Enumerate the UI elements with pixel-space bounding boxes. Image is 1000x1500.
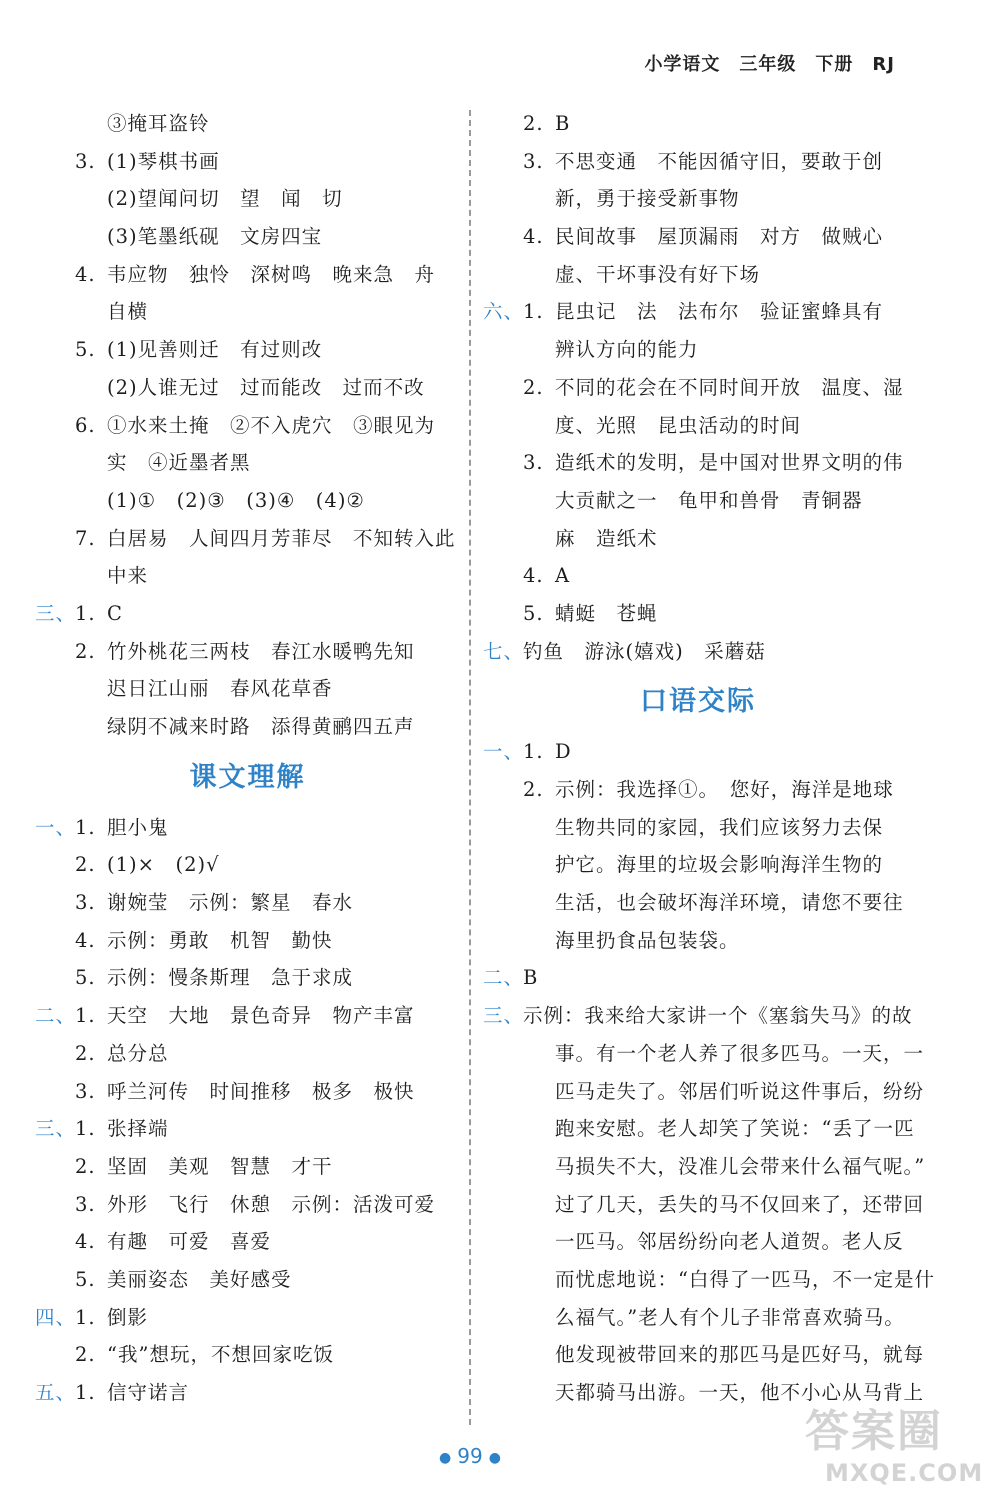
answer-line <box>483 1035 925 1073</box>
section-heading: 课文理解 <box>189 761 306 793</box>
answer-text: 绿阴不减来时路 添得黄鹂四五声 <box>107 715 415 738</box>
answer-text: (1)× (2)√ <box>107 853 220 877</box>
answer-text: 张择端 <box>107 1117 169 1141</box>
question-number: 2. <box>75 639 96 663</box>
answer-line <box>35 997 460 1035</box>
question-number: 1. <box>523 740 544 764</box>
question-number: 1. <box>75 1004 96 1028</box>
answer-line <box>35 369 460 407</box>
answer-line <box>483 407 913 445</box>
answer-line <box>35 1110 460 1148</box>
answer-line <box>483 520 913 558</box>
question-number: 5. <box>523 601 544 625</box>
answer-line <box>35 595 460 633</box>
answer-line <box>483 633 913 671</box>
watermark-url: MXQE.COM <box>825 1459 984 1487</box>
answer-text: D <box>555 740 572 764</box>
answer-text: 事。有一个老人养了很多匹马。一天，一 <box>555 1041 925 1065</box>
section-marker: 二、 <box>35 1004 77 1028</box>
answer-line <box>483 143 913 181</box>
answer-text: 匹马走失了。邻居们听说这件事后，纷纷 <box>555 1079 925 1103</box>
answer-line <box>35 407 460 445</box>
answer-text: 天空 大地 景色奇异 物产丰富 <box>107 1004 415 1028</box>
answer-text: 麻 造纸术 <box>555 526 658 550</box>
answer-line <box>35 143 460 181</box>
answer-text: 一匹马。邻居纷纷向老人道贺。老人反 <box>555 1230 904 1254</box>
answer-text: 辨认方向的能力 <box>555 338 699 362</box>
answer-line <box>35 922 460 960</box>
answer-text: 生活，也会破坏海洋环境，请您不要往 <box>555 891 904 915</box>
section-marker: 二、 <box>483 966 525 990</box>
answer-text: 总分总 <box>107 1041 169 1065</box>
answer-line <box>483 1186 925 1224</box>
answer-line <box>35 180 460 218</box>
answer-text: 迟日江山丽 春风花草香 <box>107 677 333 701</box>
question-number: 5. <box>75 1267 96 1291</box>
question-number: 1. <box>75 1117 96 1141</box>
question-number: 5. <box>75 338 96 362</box>
answer-text: 而忧虑地说：“白得了一匹马，不一定是什 <box>555 1267 935 1291</box>
answer-text: 民间故事 屋顶漏雨 对方 做贼心 <box>555 225 884 249</box>
answer-line <box>483 733 913 771</box>
answer-line <box>35 1374 460 1412</box>
answer-text: 度、光照 昆虫活动的时间 <box>555 413 802 437</box>
answer-text: 新，勇于接受新事物 <box>555 187 740 211</box>
answer-text: 海里扔食品包装袋。 <box>555 928 740 952</box>
answer-line <box>483 256 913 294</box>
question-number: 1. <box>75 815 96 839</box>
answer-line <box>483 331 913 369</box>
answer-line <box>35 670 460 708</box>
question-number: 4. <box>523 225 544 249</box>
answer-text: ③掩耳盗铃 <box>107 112 210 135</box>
watermark-logo <box>805 1395 983 1487</box>
answer-line <box>483 369 913 407</box>
answer-text: A <box>555 564 571 588</box>
answer-text: 昆虫记 法 法布尔 验证蜜蜂具有 <box>555 300 884 324</box>
answer-line <box>483 1299 913 1337</box>
answer-line <box>483 293 913 331</box>
question-number: 2. <box>75 1343 96 1367</box>
answer-line <box>483 444 913 482</box>
question-number: 1. <box>523 300 544 324</box>
answer-line <box>35 633 460 671</box>
answer-line <box>483 595 913 633</box>
answer-text: 竹外桃花三两枝 春江水暖鸭先知 <box>107 639 415 663</box>
answer-line <box>35 218 460 256</box>
answer-text: 蜻蜓 苍蝇 <box>555 601 658 625</box>
answer-line <box>483 1336 925 1374</box>
answer-text: 造纸术的发明，是中国对世界文明的伟 <box>555 451 904 475</box>
question-number: 2. <box>523 112 544 135</box>
answer-text: 信守诺言 <box>107 1381 190 1404</box>
answer-text: 示例：勇敢 机智 勤快 <box>107 928 333 952</box>
answer-text: 呼兰河传 时间推移 极多 极快 <box>107 1079 415 1103</box>
section-marker: 一、 <box>483 740 525 764</box>
answer-line <box>35 1261 460 1299</box>
answer-text: 护它。海里的垃圾会影响海洋生物的 <box>555 853 884 877</box>
answer-text: 倒影 <box>107 1305 149 1329</box>
question-number: 3. <box>523 451 544 475</box>
question-number: 1. <box>75 1305 96 1329</box>
answer-line <box>483 180 913 218</box>
answer-text: 大贡献之一 龟甲和兽骨 青铜器 <box>555 488 863 512</box>
answer-text: 马损失不大，没准儿会带来什么福气呢。” <box>555 1154 926 1178</box>
watermark-main: 答案圈 <box>805 1406 943 1457</box>
answer-line <box>483 1073 925 1111</box>
answer-text: 钓鱼 游泳(嬉戏) 采蘑菇 <box>523 639 766 663</box>
answer-line <box>483 1261 935 1299</box>
answer-text: B <box>523 966 539 990</box>
answer-text: 示例：慢条斯理 急于求成 <box>107 966 354 990</box>
question-number: 4. <box>75 1230 96 1254</box>
answer-text: (2)人谁无过 过而能改 过而不改 <box>107 375 425 399</box>
answer-line <box>35 708 460 746</box>
answer-text: (3)笔墨纸砚 文房四宝 <box>107 225 323 249</box>
answer-line <box>483 809 913 847</box>
answer-text: 有趣 可爱 喜爱 <box>107 1230 272 1254</box>
answer-text: 自横 <box>107 300 149 324</box>
answer-text: 不同的花会在不同时间开放 温度、湿 <box>555 375 904 399</box>
column-divider <box>469 110 471 1425</box>
answer-line <box>483 1148 926 1186</box>
answer-text: 虚、干坏事没有好下场 <box>555 262 761 286</box>
answer-text: 美丽姿态 美好感受 <box>107 1267 292 1291</box>
answer-text: 生物共同的家园，我们应该努力去保 <box>555 815 884 839</box>
answer-line <box>35 331 460 369</box>
answer-line <box>35 482 460 520</box>
question-number: 3. <box>75 1079 96 1103</box>
answer-text: “我”想玩，不想回家吃饭 <box>107 1343 334 1367</box>
answer-line <box>483 846 913 884</box>
answer-line <box>35 1299 460 1337</box>
question-number: 3. <box>523 149 544 173</box>
answer-text: 不思变通 不能因循守旧，要敢于创 <box>555 149 884 173</box>
question-number: 4. <box>75 262 96 286</box>
answer-line <box>35 1073 460 1111</box>
answer-line <box>483 997 913 1035</box>
answer-text: 他发现被带回来的那匹马是匹好马，就每 <box>555 1343 925 1367</box>
answer-line <box>35 444 460 482</box>
answer-line <box>483 557 913 595</box>
answer-line <box>35 959 460 997</box>
answer-line <box>35 105 460 143</box>
answer-line <box>483 771 913 809</box>
section-marker: 七、 <box>483 639 525 663</box>
answer-text: 过了几天，丢失的马不仅回来了，还带回 <box>555 1192 925 1216</box>
question-number: 4. <box>75 928 96 952</box>
answer-line <box>35 256 460 294</box>
answer-text: C <box>107 601 123 625</box>
section-marker: 五、 <box>35 1381 77 1404</box>
answer-line <box>483 105 913 143</box>
answer-line <box>483 218 913 256</box>
section-marker: 一、 <box>35 815 77 839</box>
answer-text: ①水来土掩 ②不入虎穴 ③眼见为 <box>107 413 436 437</box>
section-marker: 四、 <box>35 1305 77 1329</box>
question-number: 7. <box>75 526 96 550</box>
answer-line <box>35 1223 460 1261</box>
answer-text: 实 ④近墨者黑 <box>107 451 251 475</box>
question-number: 1. <box>75 1381 96 1404</box>
question-number: 2. <box>523 375 544 399</box>
answer-text: 坚固 美观 智慧 才干 <box>107 1154 333 1178</box>
question-number: 3. <box>75 1192 96 1216</box>
answer-line <box>483 482 913 520</box>
question-number: 1. <box>75 601 96 625</box>
answer-line <box>483 922 913 960</box>
question-number: 2. <box>75 1154 96 1178</box>
answer-line <box>483 959 913 997</box>
question-number: 2. <box>523 778 544 801</box>
answer-text: (2)望闻问切 望 闻 切 <box>107 187 343 211</box>
left-column <box>35 105 460 1412</box>
answer-text: 谢婉莹 示例：繁星 春水 <box>107 891 354 915</box>
answer-text: 天都骑马出游。一天，他不小心从马背上 <box>555 1381 925 1404</box>
answer-text: 胆小鬼 <box>107 815 169 839</box>
answer-text: (1)① (2)③ (3)④ (4)② <box>107 488 365 512</box>
answer-line <box>35 520 460 558</box>
answer-line <box>483 884 913 922</box>
question-number: 5. <box>75 966 96 990</box>
answer-line <box>483 1223 913 1261</box>
answer-line <box>35 884 460 922</box>
right-column <box>483 105 935 1412</box>
answer-line <box>35 1148 460 1186</box>
page-header: 小学语文 三年级 下册 RJ <box>644 54 895 75</box>
question-number: 3. <box>75 891 96 915</box>
section-marker: 三、 <box>35 601 77 625</box>
answer-text: 示例：我选择①。 您好，海洋是地球 <box>555 778 894 801</box>
question-number: 4. <box>523 564 544 588</box>
answer-line <box>35 293 460 331</box>
question-number: 6. <box>75 413 96 437</box>
answer-text: 中来 <box>107 564 149 588</box>
answer-text: 么福气。”老人有个儿子非常喜欢骑马。 <box>555 1305 905 1329</box>
answer-line <box>35 809 460 847</box>
answer-line <box>35 1186 460 1224</box>
page-number-value: 99 <box>457 1444 483 1468</box>
answer-line <box>35 846 460 884</box>
answer-text: 白居易 人间四月芳菲尽 不知转入此 <box>107 526 456 550</box>
answer-line <box>483 1110 913 1148</box>
page-number: ● 99 ● <box>439 1444 501 1468</box>
answer-text: 跑来安慰。老人却笑了笑说：“丢了一匹 <box>555 1117 915 1141</box>
answer-line <box>35 557 460 595</box>
answer-text: (1)见善则迁 有过则改 <box>107 338 323 362</box>
answer-line <box>35 1035 460 1073</box>
answer-text: 示例：我来给大家讲一个《塞翁失马》的故 <box>523 1004 913 1028</box>
answer-text: 外形 飞行 休憩 示例：活泼可爱 <box>107 1192 436 1216</box>
answer-text: (1)琴棋书画 <box>107 149 220 173</box>
section-marker: 三、 <box>35 1117 77 1141</box>
section-marker: 六、 <box>483 300 525 324</box>
answer-text: B <box>555 112 571 135</box>
answer-text: 韦应物 独怜 深树鸣 晚来急 舟 <box>107 262 436 286</box>
question-number: 3. <box>75 149 96 173</box>
section-marker: 三、 <box>483 1004 525 1028</box>
question-number: 2. <box>75 853 96 877</box>
section-heading: 口语交际 <box>640 686 756 718</box>
answer-line <box>35 1336 460 1374</box>
question-number: 2. <box>75 1041 96 1065</box>
